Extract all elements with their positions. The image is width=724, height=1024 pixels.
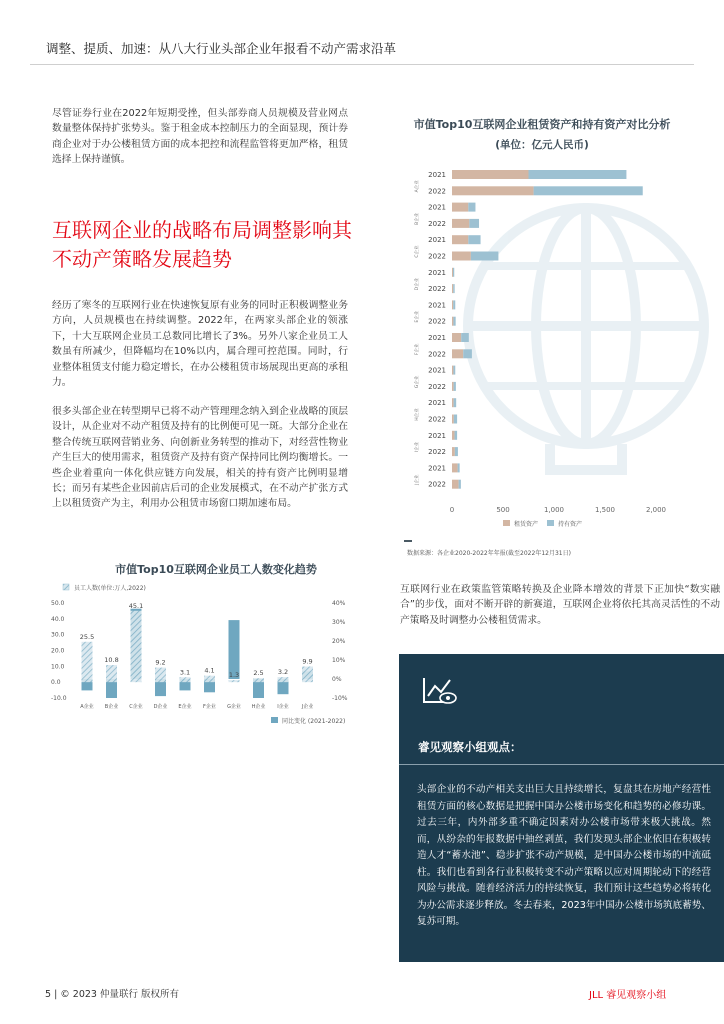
section-title: 互联网企业的战略布局调整影响其不动产策略发展趋势	[52, 218, 352, 271]
owned-asset-bar	[463, 349, 472, 358]
year-label: 2021	[428, 268, 446, 277]
footer-copyright: 5 | © 2023 仲量联行 版权所有	[45, 989, 180, 1000]
headcount-chart	[45, 580, 365, 730]
insight-divider	[399, 764, 724, 765]
chart2-subtitle: (单位：亿元人民币)	[495, 139, 589, 151]
x-axis-tick: 2,000	[645, 506, 667, 514]
y-right-tick: 30%	[332, 619, 346, 626]
year-label: 2021	[428, 236, 446, 245]
company-label: D企业	[415, 277, 420, 291]
owned-asset-bar	[454, 415, 457, 424]
owned-asset-bar	[453, 366, 455, 375]
lease-asset-bar	[452, 415, 454, 424]
insight-heading: 睿见观察小组观点：	[418, 740, 522, 754]
year-label: 2021	[428, 171, 446, 179]
company-label: H企业	[415, 408, 420, 421]
lease-asset-bar	[452, 219, 469, 228]
headcount-value-label: 1.3	[228, 671, 240, 680]
year-label: 2022	[428, 219, 446, 228]
category-label: A企业	[80, 704, 94, 710]
y-right-tick: 10%	[332, 657, 346, 664]
headcount-bar	[106, 665, 117, 682]
headcount-value-label: 45.1	[128, 601, 144, 610]
year-label: 2022	[428, 350, 446, 359]
x-axis-tick: 0	[449, 506, 455, 514]
lease-asset-bar	[452, 431, 455, 440]
y-left-tick: 0.0	[51, 679, 61, 687]
owned-asset-bar	[455, 431, 458, 440]
year-label: 2022	[428, 187, 446, 196]
lease-asset-bar	[452, 480, 459, 489]
lease-asset-bar	[452, 349, 463, 358]
owned-asset-bar	[454, 382, 456, 391]
y-right-tick: 20%	[332, 638, 346, 645]
owned-asset-bar	[453, 317, 455, 326]
insight-body: 头部企业的不动产相关支出巨大且持续增长，复盘其在房地产经营性租赁方面的核心数据是把握中国办公楼市场变化和趋势的必修功课。过去三年，内外部多重不确定因素对办公楼市场带来极大挑战。然而，从纷杂的年报数据中抽丝剥茧，我们发现头部企业依旧在积极转造人才“蓄水池”、稳步扩张不动产规模，是中国办公楼市场的中流砥柱。我们也看到各行业积极转变不动产策略以应对周期轮动下的经营风险与挑战。随着经济活力的持续恢复，我们预计这些趋势必将转化为办公需求逐步释放。冬去春来，2023年中国办公楼市场筑底蓄势、复苏可期。	[417, 784, 711, 927]
y-left-tick: -10.0	[51, 695, 67, 702]
legend-change-label: 同比变化 (2021-2022)	[282, 718, 346, 725]
headcount-value-label: 9.2	[155, 658, 166, 667]
x-axis-tick: 1,500	[594, 506, 616, 514]
company-label: I企业	[415, 441, 420, 453]
owned-asset-bar	[461, 333, 469, 342]
lease-asset-bar	[452, 317, 453, 326]
headcount-bar	[278, 677, 289, 682]
category-label: B企业	[104, 704, 119, 710]
year-label: 2021	[428, 366, 446, 375]
owned-asset-bar	[468, 235, 480, 244]
headcount-bar	[180, 677, 191, 682]
lease-asset-bar	[452, 284, 453, 293]
intro-paragraph: 尽管证券行业在2022年短期受挫，但头部券商人员规模及营业网点数量整体保持扩张势头。鉴于租金成本控制压力的全面显现，预计券商企业对于办公楼租赁方面的成本把控和流程监管将更加严格，租赁选择上保持谨慎。	[52, 108, 348, 166]
year-label: 2022	[428, 480, 446, 489]
headcount-value-label: 2.5	[253, 669, 264, 678]
year-label: 2022	[428, 415, 446, 424]
headcount-bar	[302, 666, 313, 682]
owned-asset-bar	[453, 268, 454, 277]
lease-asset-bar	[452, 268, 453, 277]
y-right-tick: 0%	[332, 676, 342, 683]
source-divider	[404, 540, 412, 542]
category-label: I企业	[277, 704, 289, 710]
headcount-value-label: 25.5	[79, 632, 95, 641]
year-label: 2022	[428, 382, 446, 391]
header-divider	[30, 64, 694, 65]
category-label: C企业	[129, 704, 143, 710]
owned-asset-bar	[459, 480, 461, 489]
footer-brand: JLL 睿见观察小组	[589, 990, 667, 1001]
headcount-value-label: 9.9	[302, 657, 313, 666]
assets-chart	[400, 158, 720, 538]
lease-asset-bar	[452, 186, 534, 195]
insight-box	[399, 654, 724, 962]
chart-eye-icon	[418, 674, 458, 706]
lease-asset-bar	[452, 300, 453, 309]
body-paragraph-3: 互联网行业在政策监管策略转换及企业降本增效的背景下正加快“数实融合”的步伐，面对不断开辟的新赛道，互联网企业将依托其高灵活性的不动产策略及时调整办公楼租赁需求。	[400, 584, 720, 626]
category-label: D企业	[153, 704, 168, 710]
category-label: J企业	[301, 704, 314, 710]
owned-asset-bar	[453, 284, 454, 293]
lease-asset-bar	[452, 333, 461, 342]
lease-asset-bar	[452, 463, 458, 472]
lease-asset-bar	[452, 382, 454, 391]
owned-asset-bar	[468, 203, 475, 212]
owned-asset-bar	[471, 252, 499, 261]
category-label: G企业	[227, 704, 241, 710]
x-axis-tick: 1,000	[543, 506, 565, 514]
y-left-tick: 40.0	[51, 615, 65, 623]
year-label: 2022	[428, 252, 446, 261]
category-label: E企业	[178, 704, 192, 710]
y-left-tick: 10.0	[51, 663, 65, 671]
company-label: E企业	[415, 310, 420, 323]
owned-asset-bar	[529, 170, 627, 179]
headcount-bar	[131, 611, 142, 682]
company-label: J企业	[415, 474, 420, 485]
legend-headcount-label: 员工人数(单位:万人,2022)	[74, 585, 146, 592]
legend-lease-label: 租赁资产	[514, 521, 539, 528]
lease-asset-bar	[452, 366, 453, 375]
chart1-title: 市值Top10互联网企业员工人数变化趋势	[115, 563, 317, 576]
headcount-value-label: 10.8	[104, 656, 119, 665]
owned-asset-bar	[458, 463, 460, 472]
data-source-note: 数据来源：各企业2020-2022年年报(截至2022年12月31日)	[407, 550, 571, 557]
year-label: 2021	[428, 301, 446, 310]
legend-lease-swatch	[503, 520, 510, 526]
headcount-bar	[82, 642, 93, 682]
y-left-tick: 30.0	[51, 631, 65, 639]
y-right-tick: 40%	[332, 600, 346, 607]
company-label: B企业	[415, 212, 420, 225]
legend-change-swatch	[271, 717, 278, 723]
legend-own-swatch	[547, 520, 554, 526]
headcount-bar	[204, 676, 215, 682]
company-label: F企业	[415, 343, 420, 356]
headcount-bar	[229, 680, 240, 682]
page-header-title: 调整、提质、加速：从八大行业头部企业年报看不动产需求沿革	[46, 41, 397, 56]
category-label: F企业	[203, 704, 216, 710]
x-axis-tick: 500	[496, 506, 510, 514]
lease-asset-bar	[452, 203, 468, 212]
year-label: 2022	[428, 448, 446, 457]
company-label: C企业	[415, 245, 420, 258]
legend-own-label: 持有资产	[558, 521, 583, 528]
headcount-value-label: 4.1	[204, 666, 215, 675]
owned-asset-bar	[469, 219, 479, 228]
category-label: H企业	[251, 704, 266, 710]
y-left-tick: 50.0	[51, 600, 65, 607]
globe-watermark	[468, 208, 704, 470]
year-label: 2021	[428, 203, 446, 212]
owned-asset-bar	[454, 398, 457, 407]
legend-headcount-swatch	[63, 584, 69, 590]
lease-asset-bar	[452, 170, 529, 179]
company-label: G企业	[415, 375, 420, 389]
year-label: 2021	[428, 334, 446, 342]
owned-asset-bar	[455, 447, 458, 456]
company-label: A企业	[415, 180, 420, 193]
body-paragraph-1: 经历了寒冬的互联网行业在快速恢复原有业务的同时正积极调整业务方向，人员规模也在持续调整。2022年，在两家头部企业的领涨下，十大互联网企业员工总数同比增长了3%。另外八家企业员工人数虽有所减少，但降幅均在10%以内，属合理可控范围。同时，行业整体租赁支付能力稳定增长，在办公楼租赁市场展现出更高的承租力。	[52, 300, 348, 389]
chart2-title: 市值Top10互联网企业租赁资产和持有资产对比分析	[413, 118, 671, 131]
y-right-tick: -10%	[332, 695, 348, 702]
lease-asset-bar	[452, 398, 454, 407]
lease-asset-bar	[452, 235, 468, 244]
headcount-value-label: 3.1	[179, 668, 191, 677]
year-label: 2021	[428, 464, 446, 473]
y-left-tick: 20.0	[51, 647, 65, 655]
owned-asset-bar	[453, 300, 455, 309]
year-label: 2021	[428, 431, 446, 440]
headcount-bar	[155, 668, 166, 683]
lease-asset-bar	[452, 447, 455, 456]
headcount-value-label: 3.2	[277, 668, 289, 677]
owned-asset-bar	[534, 186, 643, 195]
year-label: 2022	[428, 317, 446, 326]
body-paragraph-2: 很多头部企业在转型期早已将不动产管理理念纳入到企业战略的顶层设计，从企业对不动产租赁及持有的比例便可见一斑。大部分企业在整合传统互联网营销业务、向创新业务转型的推动下，对经营性物业产生巨大的使用需求，租赁资产及持有资产保持同比例均衡增长。一些企业着重向一体化供应链方向发展，相关的持有资产比例明显增长；而另有某些企业因前店后司的企业发展模式，在不动产扩张方式上以租赁资产为主，利用办公租赁市场窗口期加速布局。	[52, 406, 348, 510]
lease-asset-bar	[452, 252, 471, 261]
headcount-bar	[253, 678, 264, 682]
year-label: 2022	[428, 285, 446, 294]
year-label: 2021	[428, 399, 446, 408]
